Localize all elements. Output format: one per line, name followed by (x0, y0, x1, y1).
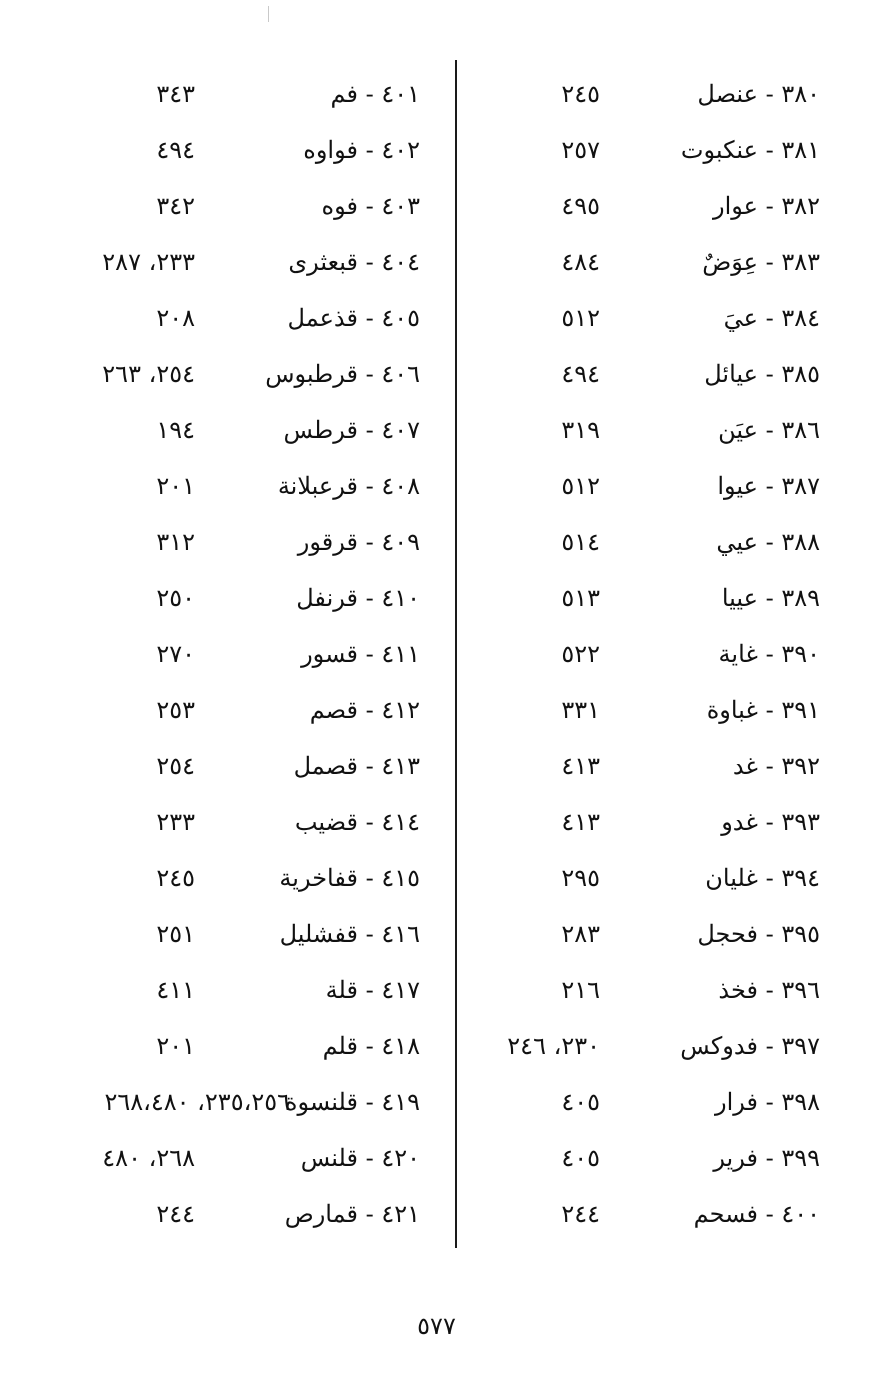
index-entry: ٣٨٣ - عِوَضٌ (702, 248, 820, 276)
index-row (70, 346, 430, 402)
page-references: ٥١٤ (561, 528, 600, 556)
page-references: ٢٣٥،٢٥٦، ٢٦٨،٤٨٠ (104, 1088, 290, 1116)
index-row (470, 738, 830, 794)
index-row (70, 1018, 430, 1074)
index-entry: ٤٠٠ - فسحم (693, 1200, 820, 1228)
index-row (470, 906, 830, 962)
index-row (470, 962, 830, 1018)
index-entry: ٣٨٥ - عيائل (704, 360, 820, 388)
index-entry: ٣٩٨ - فرار (714, 1088, 820, 1116)
index-row (470, 122, 830, 178)
page-references: ٢٦٨، ٤٨٠ (102, 1144, 195, 1172)
page-references: ٢٥٣ (156, 696, 195, 724)
index-entry: ٤١٦ - قفشليل (279, 920, 420, 948)
index-entry: ٤٢٠ - قلنس (300, 1144, 420, 1172)
index-row (70, 1186, 430, 1242)
page-references: ٤٠٥ (561, 1144, 600, 1172)
index-entry: ٣٩٤ - غليان (705, 864, 820, 892)
index-row (70, 850, 430, 906)
index-entry: ٤٠٩ - قرقور (297, 528, 420, 556)
page-references: ٢٥٤ (156, 752, 195, 780)
page-references: ١٩٤ (156, 416, 195, 444)
index-row (470, 1130, 830, 1186)
index-entry: ٤١٨ - قلم (322, 1032, 420, 1060)
index-entry: ٣٩٣ - غدو (721, 808, 820, 836)
index-row (70, 178, 430, 234)
index-entry: ٤٠٢ - فواوه (303, 136, 420, 164)
index-row (70, 402, 430, 458)
page-references: ٢٤٥ (561, 80, 600, 108)
page-references: ٢٣٣ (156, 808, 195, 836)
index-row (70, 122, 430, 178)
page-references: ٢٥٧ (561, 136, 600, 164)
index-row (70, 570, 430, 626)
index-column-right (470, 66, 830, 1242)
index-row (70, 458, 430, 514)
index-entry: ٣٨٦ - عيَن (718, 416, 820, 444)
page-references: ٢٧٠ (156, 640, 195, 668)
page-references: ٢٠٨ (156, 304, 195, 332)
index-row (470, 626, 830, 682)
index-entry: ٣٩١ - غباوة (706, 696, 820, 724)
page-references: ٤١٣ (561, 808, 600, 836)
page-references: ٤٩٤ (156, 136, 195, 164)
index-row (470, 458, 830, 514)
top-mark (268, 6, 269, 22)
index-row (70, 906, 430, 962)
index-entry: ٤١١ - قسور (301, 640, 420, 668)
page-references: ٥١٣ (561, 584, 600, 612)
index-entry: ٤١٠ - قرنفل (296, 584, 420, 612)
page-references: ٤١١ (156, 976, 195, 1004)
page-references: ٢٣٠، ٢٤٦ (507, 1032, 600, 1060)
index-column-left (70, 66, 430, 1242)
index-entry: ٣٨٨ - عيي (716, 528, 820, 556)
index-row (70, 1130, 430, 1186)
index-entry: ٤١٥ - قفاخرية (279, 864, 420, 892)
index-entry: ٣٨٢ - عوار (712, 192, 820, 220)
page-references: ٢٥٤، ٢٦٣ (102, 360, 195, 388)
index-row (470, 1074, 830, 1130)
index-row (70, 234, 430, 290)
index-row (70, 1074, 430, 1130)
column-divider (455, 60, 457, 1248)
page-references: ٤٩٤ (561, 360, 600, 388)
page-references: ٢٥٠ (156, 584, 195, 612)
page-number: ٥٧٧ (417, 1312, 456, 1340)
page-references: ٤١٣ (561, 752, 600, 780)
index-entry: ٤٠٣ - فوه (321, 192, 420, 220)
index-entry: ٤٠٦ - قرطبوس (265, 360, 420, 388)
index-entry: ٤١٣ - قصمل (293, 752, 420, 780)
page-references: ٥١٢ (561, 472, 600, 500)
index-entry: ٣٩٥ - فحجل (697, 920, 820, 948)
index-row (470, 1018, 830, 1074)
index-entry: ٤١٩ - قلنسوة (284, 1088, 420, 1116)
page-references: ٢٠١ (156, 472, 195, 500)
index-entry: ٣٩٧ - فدوكس (680, 1032, 820, 1060)
page-references: ٣٣١ (561, 696, 600, 724)
page-references: ٢٤٤ (156, 1200, 195, 1228)
page-references: ٣٤٢ (156, 192, 195, 220)
index-row (470, 1186, 830, 1242)
page-references: ٥١٢ (561, 304, 600, 332)
index-row (70, 514, 430, 570)
page-references: ٢٤٤ (561, 1200, 600, 1228)
page-references: ٢٤٥ (156, 864, 195, 892)
index-row (470, 850, 830, 906)
page-references: ٣١٢ (156, 528, 195, 556)
index-row (470, 682, 830, 738)
page-references: ٢٠١ (156, 1032, 195, 1060)
index-entry: ٣٨٤ - عيَ (723, 304, 820, 332)
page-references: ٤٨٤ (561, 248, 600, 276)
page-references: ٣٤٣ (156, 80, 195, 108)
index-row (470, 234, 830, 290)
index-entry: ٤١٢ - قصم (309, 696, 420, 724)
index-entry: ٣٩٢ - غد (732, 752, 820, 780)
page-references: ٢٩٥ (561, 864, 600, 892)
page-references: ٢٥١ (156, 920, 195, 948)
page-references: ٣١٩ (561, 416, 600, 444)
index-row (70, 290, 430, 346)
page-references: ٢٨٣ (561, 920, 600, 948)
index-row (70, 738, 430, 794)
index-entry: ٤١٤ - قضيب (294, 808, 420, 836)
index-entry: ٤٠١ - فم (330, 80, 420, 108)
index-row (70, 66, 430, 122)
index-entry: ٣٩٦ - فخذ (718, 976, 820, 1004)
index-row (470, 66, 830, 122)
index-entry: ٣٨٠ - عنصل (697, 80, 820, 108)
index-entry: ٤٢١ - قمارص (284, 1200, 420, 1228)
index-entry: ٣٨٧ - عيوا (717, 472, 820, 500)
index-row (470, 570, 830, 626)
index-row (470, 514, 830, 570)
index-row (70, 626, 430, 682)
index-row (70, 962, 430, 1018)
index-entry: ٣٨٩ - عييا (721, 584, 820, 612)
index-entry: ٤١٧ - قلة (325, 976, 420, 1004)
index-row (470, 178, 830, 234)
page-references: ٢١٦ (561, 976, 600, 1004)
page-references: ٥٢٢ (561, 640, 600, 668)
page-references: ٢٣٣، ٢٨٧ (102, 248, 195, 276)
index-entry: ٣٩٠ - غاية (718, 640, 820, 668)
index-entry: ٤٠٥ - قذعمل (287, 304, 420, 332)
index-entry: ٤٠٨ - قرعبلانة (277, 472, 420, 500)
index-row (470, 346, 830, 402)
index-row (70, 682, 430, 738)
index-entry: ٣٩٩ - فرير (713, 1144, 820, 1172)
index-row (470, 794, 830, 850)
index-row (470, 402, 830, 458)
index-entry: ٤٠٧ - قرطس (283, 416, 420, 444)
index-entry: ٤٠٤ - قبعثرى (288, 248, 420, 276)
page-references: ٤٩٥ (561, 192, 600, 220)
index-entry: ٣٨١ - عنكبوت (680, 136, 820, 164)
index-row (470, 290, 830, 346)
index-row (70, 794, 430, 850)
page-references: ٤٠٥ (561, 1088, 600, 1116)
